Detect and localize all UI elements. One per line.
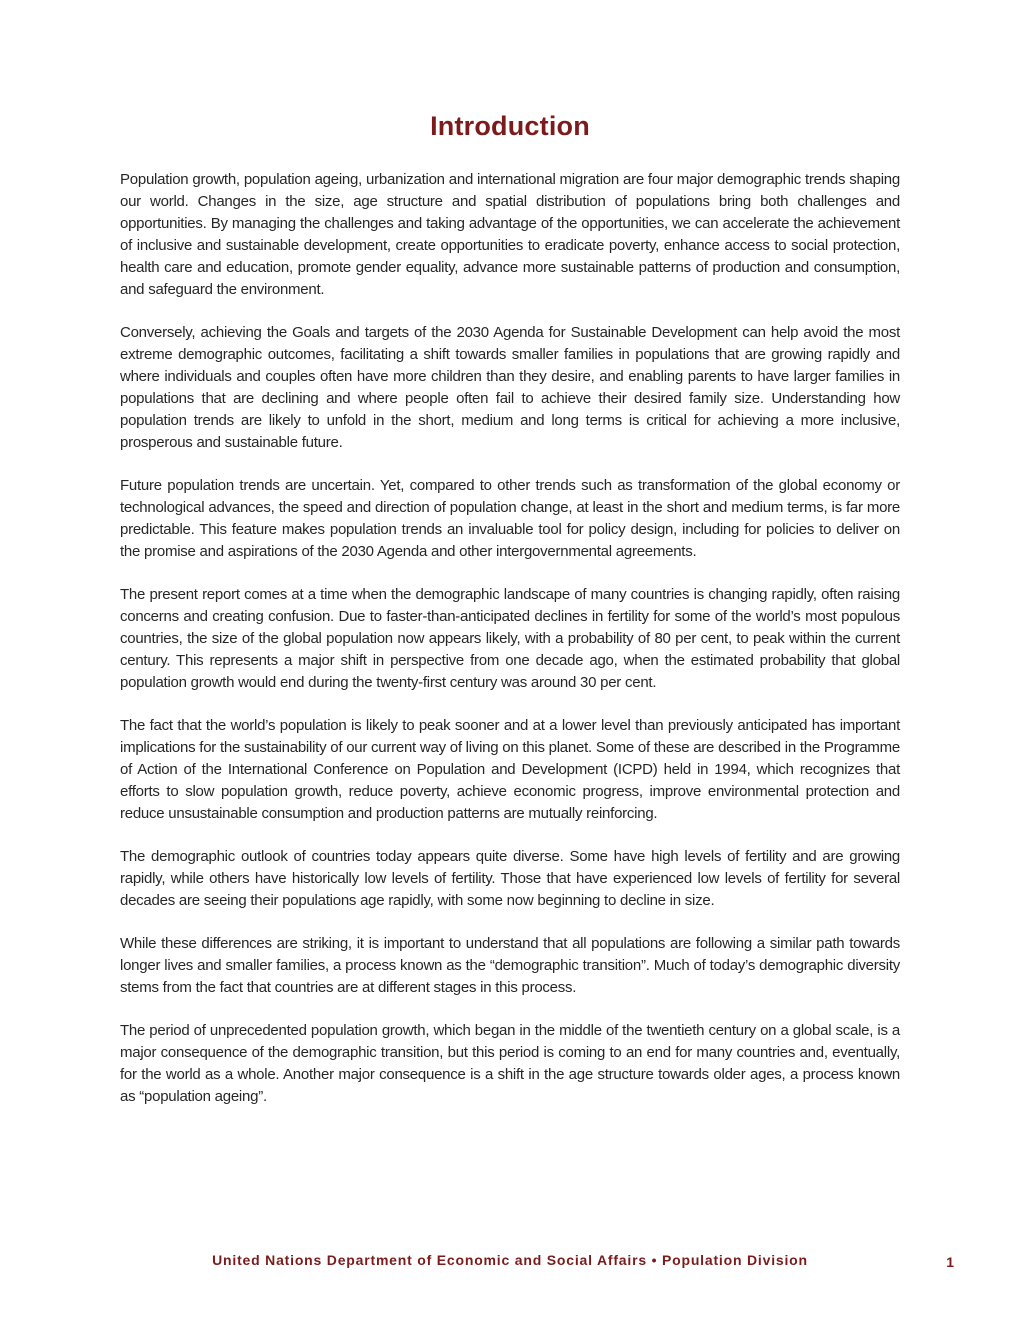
footer-text: United Nations Department of Economic and Social Affairs • Population Division xyxy=(212,1252,808,1268)
paragraph-6: The demographic outlook of countries today appears quite diverse. Some have high levels of fertility and are growing rapidly, while others have historically low levels of fertility. Those that have experienced low levels of fertility for several decades are seeing their populations age rapidly, with some now beginning to decline in size. xyxy=(120,848,900,909)
paragraph-4: The present report comes at a time when the demographic landscape of many countries is changing rapidly, often raising concerns and creating confusion. Due to faster-than-anticipated declines in fertility for some of the world’s most populous countries, the size of the global population now appears likely, with a probability of 80 per cent, to peak within the current century. This represents a major shift in perspective from one decade ago, when the estimated probability that global population growth would end during the twenty-first century was around 30 per cent. xyxy=(120,586,900,691)
paragraph-7: While these differences are striking, it is important to understand that all populations are following a similar path towards longer lives and smaller families, a process known as the “demographic transition”. Much of today’s demographic diversity stems from the fact that countries are at different stages in this process. xyxy=(120,935,900,996)
paragraph-5: The fact that the world’s population is likely to peak sooner and at a lower level than previously anticipated has important implications for the sustainability of our current way of living on this planet. Some of these are described in the Programme of Action of the International Conference on Population and Development (ICPD) held in 1994, which recognizes that efforts to slow population growth, reduce poverty, achieve economic progress, improve environmental protection and reduce unsustainable consumption and production patterns are mutually reinforcing. xyxy=(120,717,900,822)
paragraph-3: Future population trends are uncertain. Yet, compared to other trends such as transformation of the global economy or technological advances, the speed and direction of population change, at least in the short and medium terms, is far more predictable. This feature makes population trends an invaluable tool for policy design, including for policies to deliver on the promise and aspirations of the 2030 Agenda and other intergovernmental agreements. xyxy=(120,477,900,560)
body-content xyxy=(120,169,900,1129)
paragraph-2: Conversely, achieving the Goals and targets of the 2030 Agenda for Sustainable Development can help avoid the most extreme demographic outcomes, facilitating a shift towards smaller families in populations that are growing rapidly and where individuals and couples often have more children than they desire, and enabling parents to have larger families in populations that are declining and where people often fail to achieve their desired family size. Understanding how population trends are likely to unfold in the short, medium and long terms is critical for achieving a more inclusive, prosperous and sustainable future. xyxy=(120,324,900,451)
page-title: Introduction xyxy=(430,111,590,141)
paragraph-1: Population growth, population ageing, urbanization and international migration are four major demographic trends shaping our world. Changes in the size, age structure and spatial distribution of populations bring both challenges and opportunities. By managing the challenges and taking advantage of the opportunities, we can accelerate the achievement of inclusive and sustainable development, create opportunities to eradicate poverty, enhance access to social protection, health care and education, promote gender equality, advance more sustainable patterns of production and consumption, and safeguard the environment. xyxy=(120,171,900,298)
page-number: 1 xyxy=(946,1254,954,1270)
page-footer xyxy=(0,1252,1020,1276)
paragraph-8: The period of unprecedented population growth, which began in the middle of the twentieth century on a global scale, is a major consequence of the demographic transition, but this period is coming to an end for many countries and, eventually, for the world as a whole. Another major consequence is a shift in the age structure towards older ages, a process known as “population ageing”. xyxy=(120,1022,900,1105)
